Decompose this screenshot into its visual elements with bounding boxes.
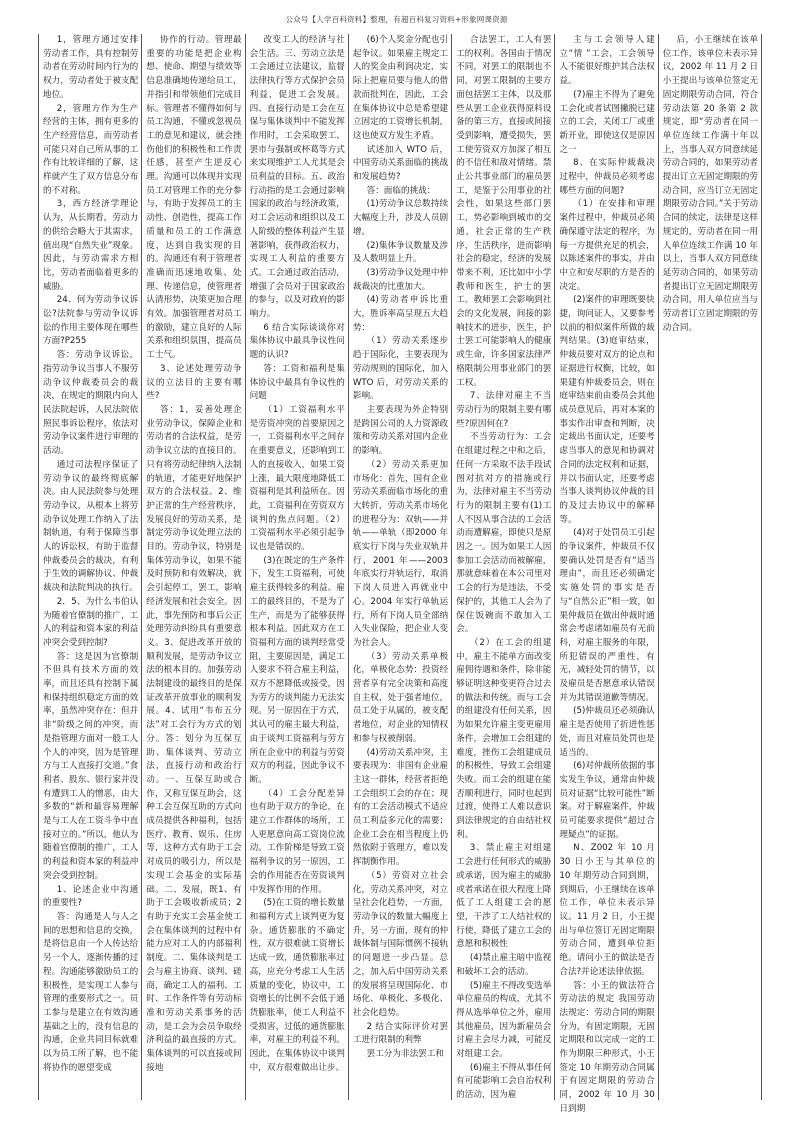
paragraph: (5)雇主不得改变选举单位雇员的构成，尤其不得从选举单位之外，雇用其他雇员，因为新雇员会讨雇主会尽力减，可能反对组建工会。 xyxy=(456,980,552,1060)
paragraph: 罢工分为非法罢工和 xyxy=(366,1049,444,1060)
text-column-5 xyxy=(452,34,555,1100)
paragraph: 2，管理方作为生产经营的主体，拥有更多的生产经营信息，而劳动者可能只对自己所从事的工作有比较详细的了解，这样就产生了双方信息分布的不对称。 xyxy=(43,103,139,196)
paragraph: 合法罢工，工人有罢工的权利。各国由于情况不同，对罢工的限制也不同，对罢工限制的主要方面包括罢工主体，以及那些从罢工企业获得原料设备的第三方，直接或间接受到影响，遭受损失，罢工使劳资双方加深了相互的不信任和敌对情绪。禁止公共事业部门的雇员罢工，是鉴于公用事业的社会性，如果这些部门罢工，势必影响到城市的交通，社会正常的生产秩序，生活秩序，进而影响社会的稳定，经济的发展带来不利，还比如中小学教师和医生，护士的罢工。教师罢工会影响到社会的文化发展，间接的影响技术的进步，医生，护士罢工可能影响人的健康或生命，许多国家法律严格限制公用事业部门的罢工权。 xyxy=(456,35,552,388)
paragraph: (6)个人奖金分配也引起争议。如果雇主规定工人的奖金由利润决定，实际上把雇员要与他人的借款而批判在，因此，工会在集体协议中总是希望建立固定的工资增长机制，这也使双方发生矛盾。 xyxy=(352,35,449,141)
paragraph: 答：面临的挑战： xyxy=(366,185,436,196)
text-column-6 xyxy=(555,34,658,1114)
text-column-4 xyxy=(349,34,452,1100)
paragraph: (5)在工资的增长数量和福利方式上谈判更为复杂。通货膨胀的不确定性，双方很难就工资增长达成一致，通货膨胀率过高，应充分考虑工人生活质量的变化，协议中，工资增长的比例不会低于通货膨胀率，使工人利益不受损害，过低的通货膨胀率，对雇主的利益不利。因此，在集体协议中谈判中，双方很难做出让步。 xyxy=(249,898,345,1073)
paragraph: N、Z002 年 10 月 30 日小王与其单位的 10 年期劳动合同到期，到期后，小王继续在该单位工作，单位未表示异议。11 月 2 日，小王提出与单位签订无固定期限劳动合同，遭到单位拒绝。请问小王的做法是否合法?并论述法律依据。 xyxy=(559,843,655,977)
paragraph: (3)在既定的生产条件下，发生工资福利，可使雇主获得较多的利益。雇工的最终目的，不是为了生产，而是为了能够获得根本利益。因此双方在工资福利方面的谈判经常受阻，主要原因是，满足工人要求不符合雇主利益，双方不愿降低或接受，因为劳方的谈判能力无法实现。另一原因在于方式，其认可的雇主最大利益，由于谈判工资福利与劳方所在企业中的利益与劳资双方的利益，因此争议不断。 xyxy=(249,555,345,785)
text-column-7 xyxy=(659,34,762,1100)
paragraph: (4)禁止雇主暗中监视和破坏工会的活动。 xyxy=(456,953,552,977)
paragraph: 通过司法程序保证了劳动争议的最终彻底解决。由人民法院参与处理劳动争议，从根本上将劳动争议处理工作纳入了法制轨道，有利于保障当事人的诉讼权，有助于监督仲裁委员会的裁决，有利于生效的调解协议、仲裁裁决和法院判决的执行。 xyxy=(43,459,139,594)
paragraph: 1、论述企业中沟通的重要性? xyxy=(43,884,139,909)
paragraph: 答：工资和福利是集体协议中最具有争议性的问题 xyxy=(249,363,345,402)
paragraph: (5)仲裁员还必须确认雇主是否使用了折进性惩处，而且对雇员处罚也是适当的。 xyxy=(559,706,655,758)
paragraph: （1）在安排和审理案件过程中，仲裁员必须确保遵守法定的程序，为每一方提供充足的机会，以陈述案件的事实，并由中立和安尽职的方是否的决定。 xyxy=(559,199,655,292)
paragraph: 答：1，妥善处理企业劳动争议，保障企业和劳动者的合法权益，是劳动争议立法的直接目的。只有将劳动纪律纳入法制的轨道，才能更好地保护双方的合法权益。2、维护正常的生产经营秩序，发展良好的劳动关系，是制定劳动争议处理立法的目的。劳动争议，特别是集体劳动争议，如果不能及时预防和有效解决，就会引起停工，罢工，影响经济发展和社会安全。因此，事先预防和事后公正处理劳动纠纷具有重要意义。3、促进改革开放的顺利发展，是劳动争议立法的根本目的。加强劳动法制建设的最终目的是保证改革开放事业的顺利发展。4、试用“韦布五分法”对工会行为方式的划分。答：划分为互保互助、集体谈判、劳动立法，直接行动和政治行动。一、互保互助或合作，又称互保互助会，这种工会互保互助的方式向成员提供各种福利，包括医疗、教育、娱乐、住房等，这种方式有助于工会对成员的吸引力，所以是实现工会基金的实际基础。二、发展，既1、有助于工会吸收新成员；2有助于充实工会基金使工会在集体谈判的过程中有能力应对工人的内部福利制度。二、集体谈判是工会与雇主协商、谈判、磋商，确定工人的福利、工时、工作条件等有劳动标准和劳动关系事务的活动，是工会为会员争取经济利益的最直接的方式。集体谈判的可以直接或间接地 xyxy=(146,404,242,1073)
paragraph: 答：这是因为官僚制不但具有技术方面的效率，而且还具有控制下属和保持组织稳定方面的效率，虽然冲突存在：但并非“阶级之间的冲突，而是指管理方面对一般工人个人的冲突，因为是管理方与工人直接打交道。”食利者、股东、银行家并没有遭到工人的憎恶，由大多数的“新和最容易理解是与工人在工资斗争中直接对立的。”所以，他认为随着官僚制的推广，工人的利益和资本家的利益冲突会受到控制。 xyxy=(43,651,139,881)
paragraph: 3，西方经济学理论认为，从长期看，劳动力的供给会略大于其需求，值出现“自然失业”现象。因此，与劳动需求方相比，劳动者面临着更多的威胁。 xyxy=(43,199,139,292)
paragraph: (3)劳动争议处理中仲裁裁决的比重加大。 xyxy=(352,267,449,292)
paragraph: 3、禁止雇主对组建工会进行任何形式的威胁或承诺，因为雇主的威胁或者承诺在很大程度上降低了工人组建工会的愿望，干涉了工人结社权的行使，降低了建立工会的意愿和积极性 xyxy=(456,843,552,950)
paragraph: 主与工会领导人建立“情 ”工会，工会领导人不能很好维护其合法权益。 xyxy=(559,35,655,87)
paragraph: 2．5、为什么韦伯认为随着官僚制的推广，工人的利益和资本家的利益冲突会受到控制? xyxy=(43,596,139,648)
paragraph: (2)案件的审理既要快捷，询问证人，又要参考以前的相似案件所做的裁判结果。(3)庭审结束，仲裁员要对双方的论点和证据进行权衡，比较，如果建有仲裁委员会，则在庭审结束前由委员会其他成员意见后，再对本案的事实作出审查和判断，决定裁出书面认定，还要考虑当事人的意见和协调对合同的法定权利和证据，并以书面认定，还要考虑当事人谈判协议仲裁的目的及过去协议中的解释等。 xyxy=(559,295,655,525)
paragraph: 不当劳动行为：工会在组建过程之中和之后，任何一方采取不法手段试图对抗对方的措施或行为，法律对雇主不当劳动行为的限制主要有(1)工人不因从事合法的工会活动而遭解雇，即使只是原因之一。因为如果工人因参加工会活动而被解雇，那就意味着在本公司里对工会的行为是违法，不受保护的，其他工人会为了保住饭碗而不敢加入工会。 xyxy=(456,432,552,635)
paragraph: 6 结合实际谈谈你对集体协议中最具争议性问题的认识? xyxy=(249,322,345,361)
paragraph: （3）劳动关系单极化，单极化态势：投资经营者享有完全决策和高度自主权，处于强者地位，员工处于从属的，被支配者地位，对企业的知情权和参与权被削弱。 xyxy=(352,651,449,744)
paragraph: (1)劳动争议总数持续大幅度上升，涉及人员剧增。 xyxy=(352,199,449,237)
paragraph: 7、法律对雇主不当劳动行为的限制主要有哪些?原因何在? xyxy=(456,391,552,429)
paragraph: （2）在工会的组建中，雇主不能单方面改变雇佣待遇和条件，除非能够证明这种变更符合过去的做法和传统。而与工会的组建没有任何关系，因为如果允许雇主变更雇用条件，会增加工会组建的难度，挫伤工会组建成员的积极性，导致工会组建失败。而工会的组建在能否顺利进行，同时也起到过渡，使得工人难以意识到法律规定的自由结社权利。 xyxy=(456,637,552,840)
paragraph: （5）劳资对立社会化，劳动关系冲突，对立呈社会化趋势，一方面，劳动争议的数量大幅度上升，另一方面，现有的仲裁体制与国际惯例不接轨的问题进一步凸显。总之，加入后中国劳动关系的发展将呈现国际化、市场化、单极化、多极化、社会化趋势。 xyxy=(352,870,449,1018)
paragraph: 2 结合实际评价对罢工进行限制的利弊 xyxy=(352,1021,449,1046)
page-header: 公众号【人学百科资料】整理，有超百科复习资料+形象网课资源 xyxy=(285,15,508,24)
paragraph: (6)雇主不得从事任何有可能影响工会自治权利的活动，因为雇 xyxy=(456,1062,552,1101)
paragraph: （2）劳动关系更加市场化：首先，国有企业劳动关系面临市场化的重大转折，劳动关系市场化的进程分为：双轨——并轨——单轨（即2000 年底实行下岗与失业双轨并行，2001 年——2003 年底实行并轨运行，取消下岗人员进入再就业中心。2004 年实行单轨运行，所有下岗人员全部纳入失业保险，把企业人变为社会人。 xyxy=(352,459,449,648)
text-column-1 xyxy=(38,34,142,1100)
paragraph: 答：小王的做法符合劳动法的规定 我国劳动法规定：劳动合同的期限分为，有固定期限，无固定期限和以完成一定的工作为期限三种形式，小王签定 10 年期劳动合同属于有固定期限的劳动合同，2002 年 10 月 30 日到期 xyxy=(559,980,655,1114)
paragraph: （1）劳动关系逐步趋于国际化，主要表现为劳动规则的国际化，加入 WTO 后，对劳动关系的影响。 xyxy=(352,336,449,402)
paragraph: 试述加入 WTO 后，中国劳动关系面临的挑战和发展趋势? xyxy=(352,144,449,183)
paragraph: 1，管理方通过安排劳动者工作，具有控制劳动者在劳动时间内行为的权力，劳动者处于被支配地位。 xyxy=(43,35,139,100)
paragraph: 8、在实际仲裁裁决过程中，仲裁员必须考虑哪些方面的问题? xyxy=(559,158,655,196)
paragraph: （4）工会分配差异也有助于双方的争论，在建立工作群体的场所，工人更愿意向高工资岗位流动。工作阶梯是导致工资福利争议的另一原因，工会的作用能否在劳资谈判中发挥作用的作用。 xyxy=(249,788,345,895)
paragraph: (4)劳动者申诉比重大，胜诉率高呈现五大趋势： xyxy=(352,295,449,333)
paragraph: 答：沟通是人与人之间的思想和信息的交换，是将信息由一个人传达给另一个人，逐渐传播的过程。沟通能够激励员工的积极性，是实现工人参与管理的重要形式之一。员工参与是建立在有效沟通基础之上的，没有信息的沟通，企业共同目标就难以为员工所了解，也不能将协作的愿望变成 xyxy=(43,912,139,1073)
paragraph: (6)对仲裁所依据的事实发生争议，通常由仲裁员对证据“比较可能性”断案。对于解雇案件，仲裁员可能要求提供“超过合理疑点”的证据。 xyxy=(559,761,655,840)
paragraph: 后，小王继续在该单位工作，该单位未表示异议，2002 年 11 月 2 日小王提出与该单位签定无固定期限劳动合同，符合劳动法第 20 条第 2 款规定，即“劳动者在同一单位连续工作满十年以上，当事人双方同意续延劳动合同的，如果劳动者提出订立无固定期限的劳动合同，应当订立无固定期限劳动合同。”关于劳动合同的续定，法律是这样规定的，劳动者在同一用人单位连续工作满 10 年以上，当事人双方同意续延劳动合同的，如果劳动者提出订立无固定期限劳动合同，用人单位应当与劳动者订立固定期限的劳动合同。 xyxy=(662,35,758,333)
paragraph: 改变工人的经济与社会生活。三、劳动立法是工会通过立法建议，监督法律执行等方式保护会员利益，促进工会发展。四、直接行动是工会在互保与集体谈判中不能发挥作用时，工会采取罢工、罢市与强制或杯葛等方式来实现维护工人尤其是会员利益的目标。五、政治行动指的是工会通过影响国家的政治与经济政策，对工会运动和组织以及工人阶级的整体利益产生显著影响，获得政治权力，实现工人利益的重要方式。工会通过政治活动，增强了会员对于国家政治的参与，以及对政府的影响力。 xyxy=(249,35,345,320)
paragraph: （1）工资福利水平是劳资冲突的首要原因之一，工资福利水平之间存在重要意义，还影响到工人的直接收入，如果工资上涨，最大限度地降低工资福利是其利益所在。因此，工资福利在劳资双方谈判的焦点问题。（2）工资福利水平必须引起争议也是错误的。 xyxy=(249,404,345,553)
paragraph: (4)对于处罚员工引起的争议案件，仲裁员不仅要确认处罚是否有“适当理由”，而且还必须确定实施处罚的事实是否与“自然公正”相一致，如果仲裁员在做出仲裁时通常会考虑诸如雇员有无前科，对雇主服务的年限，所犯错误的严重性，有无，减轻处罚的情节，以及雇员是否愿意承认错误并为其错误道歉等情况。 xyxy=(559,528,655,703)
paragraph: 协作的行动。管理最重要的功能是把企业构想、使命、期望与绩效等信息准确地传递给员工，并指引和带领他们完成目标。管理者不懂得如何与员工沟通，不懂或忽视员工的意见和建议，就会挫伤他们的积极性和工作责任感，甚至产生逆反心理。沟通可以体现并实现员工对管理工作的充分参与，有助于发挥员工的主动性、创造性，提高工作质量和员工的工作满意度，达到自我实现的目的。沟通还有利于管理者准确而迅速地收集、处理、传递信息，使管理者认清形势，决策更加合理有效。加强管理者对员工的激励，建立良好的人际关系和组织氛围，提高员工士气。 xyxy=(146,35,242,361)
paragraph: (4)劳动关系冲突，主要表现为：非国有企业雇主这一群体，经营者拒绝工会组织工会的存在；现有的工会活动模式不适应员工利益多元化的需要；企业工会在相当程度上仍然依附于管理方，难以发挥制衡作用。 xyxy=(352,747,449,868)
paragraph: 答：劳动争议诉讼，指劳动争议当事人不服劳动争议仲裁委员会的裁决，在规定的期限内向人民法院起诉，人民法院依照民事诉讼程序，依法对劳动争议案件进行审理的活动。 xyxy=(43,350,139,457)
paragraph: 主要表现为外企特别是跨国公司的人力资源政策和劳动关系对国内企业的影响。 xyxy=(352,404,449,457)
paragraph: 3、论述处理劳动争议的立法目的主要有哪些? xyxy=(146,363,242,402)
paragraph: (7)雇主不得为了避免工会化或者试图撇脱已建立的工会，关闭工厂或重新开业，即使这仅是原因之一 xyxy=(559,89,655,155)
document-body xyxy=(38,34,762,1114)
text-column-2 xyxy=(142,34,245,1100)
paragraph: 24、何为劳动争议诉讼?法院参与劳动争议诉讼的作用主要体现在哪些方面?P255 xyxy=(43,295,139,347)
text-column-3 xyxy=(246,34,349,1100)
paragraph: (2)集体争议数量及涉及人数明显上升。 xyxy=(352,240,449,265)
